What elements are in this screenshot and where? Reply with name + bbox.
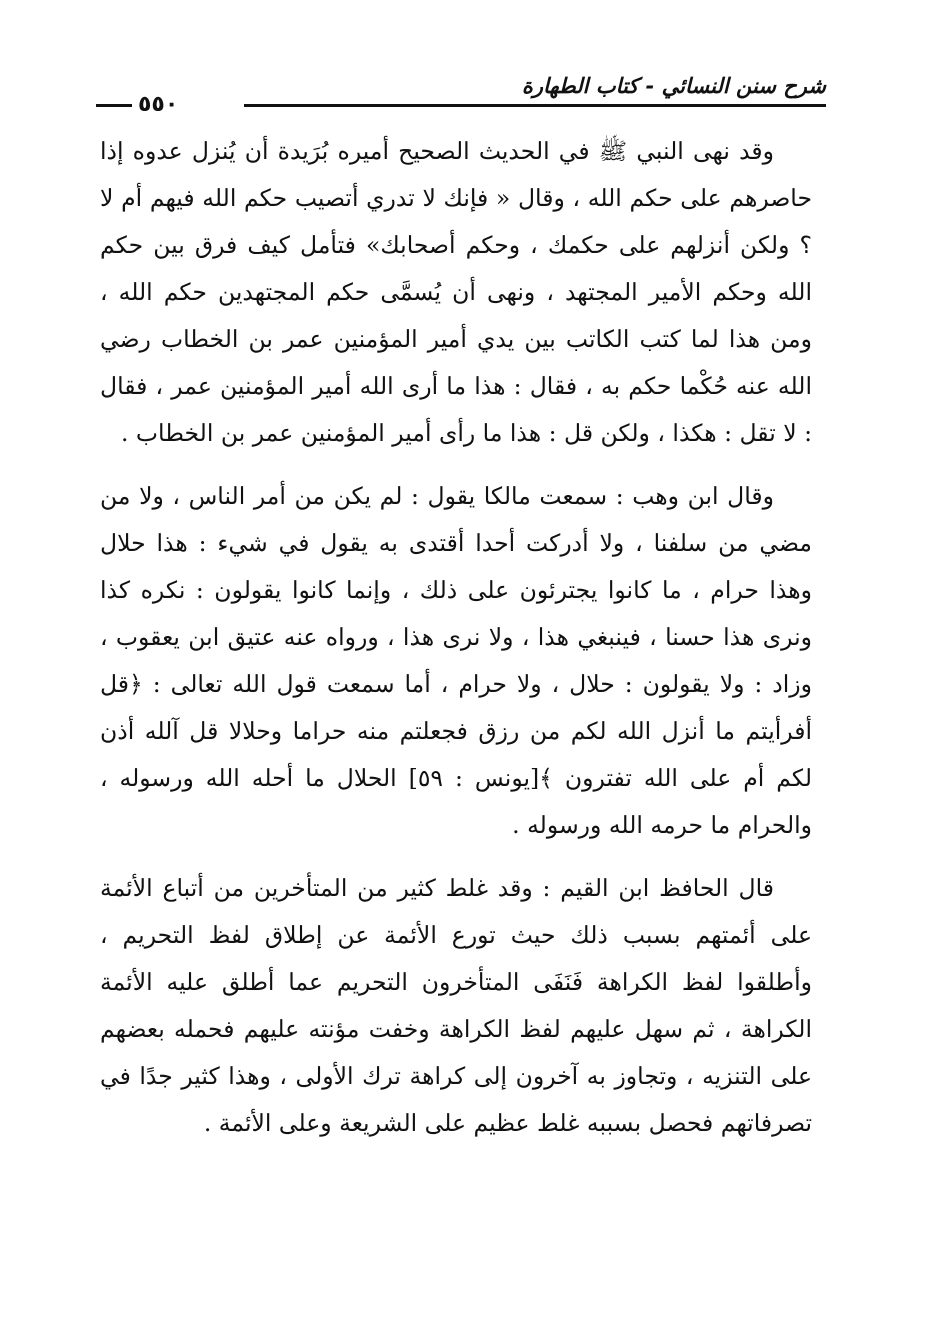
paragraph-1: وقد نهى النبي ﷺ في الحديث الصحيح أميره بُرَيدة أن يُنزل عدوه إذا حاصرهم على حكم الله ، وقال « فإنك لا تدري أتصيب حكم الله فيهم أم لا ؟ ولكن أنزلهم على حكمك ، وحكم أصحابك» فتأمل كيف فرق بين حكم الله وحكم الأمير المجتهد ، ونهى أن يُسمَّى حكم المجتهدين حكم الله ، ومن هذا لما كتب الكاتب بين يدي أمير المؤمنين عمر بن الخطاب رضي الله عنه حُكْما حكم به ، فقال : هذا ما أرى الله أمير المؤمنين عمر ، فقال : لا تقل : هكذا ، ولكن قل : هذا ما رأى أمير المؤمنين عمر بن الخطاب . — [100, 137, 812, 447]
page-body — [100, 128, 812, 1163]
header-rule — [244, 104, 826, 107]
header-rule-short — [96, 104, 132, 107]
header-title: شرح سنن النسائي - كتاب الطهارة — [521, 74, 826, 98]
paragraph-3: قال الحافظ ابن القيم : وقد غلط كثير من المتأخرين من أتباع الأئمة على أئمتهم بسبب ذلك حيث تورع الأئمة عن إطلاق لفظ التحريم ، وأطلقوا لفظ الكراهة فَنَفَى المتأخرون التحريم عما أطلق عليه الأئمة الكراهة ، ثم سهل عليهم لفظ الكراهة وخفت مؤنته عليهم فحمله بعضهم على التنزيه ، وتجاوز به آخرون إلى كراهة ترك الأولى ، وهذا كثير جدًا في تصرفاتهم فحصل بسببه غلط عظيم على الشريعة وعلى الأئمة . — [100, 874, 812, 1137]
page-number: ٥٥٠ — [138, 92, 179, 117]
paragraph-2: وقال ابن وهب : سمعت مالكا يقول : لم يكن من أمر الناس ، ولا من مضي من سلفنا ، ولا أدركت أحدا أقتدى به يقول في شيء : هذا حلال وهذا حرام ، ما كانوا يجترئون على ذلك ، وإنما كانوا يقولون : نكره كذا ونرى هذا حسنا ، فينبغي هذا ، ولا نرى هذا ، ورواه عنه عتيق ابن يعقوب ، وزاد : ولا يقولون : حلال ، ولا حرام ، أما سمعت قول الله تعالى : ﴿قل أفرأيتم ما أنزل الله لكم من رزق فجعلتم منه حراما وحلالا قل آلله أذن لكم أم على الله تفترون ﴾[يونس : ٥٩] الحلال ما أحله الله ورسوله ، والحرام ما حرمه الله ورسوله . — [100, 482, 812, 839]
running-header — [96, 70, 826, 117]
